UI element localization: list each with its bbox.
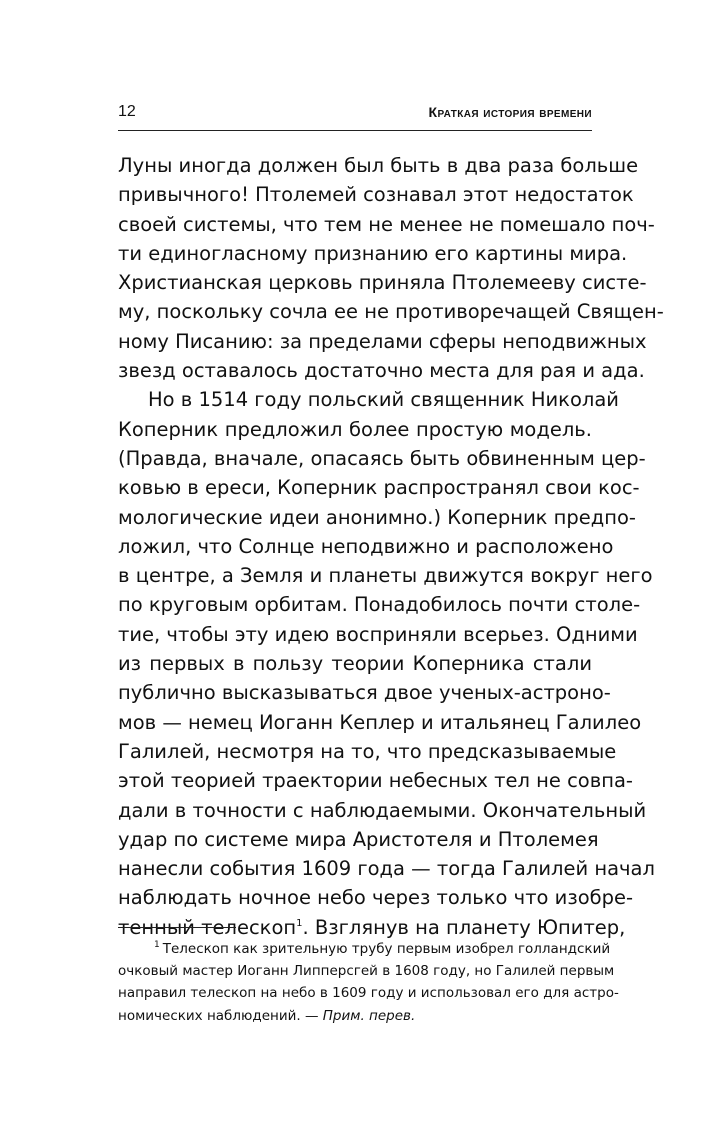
footnote-line: [118, 1005, 592, 1027]
text-line: звезд оставалось достаточно места для рая и ада.: [118, 359, 645, 383]
footnote-text: номических наблюдений. —: [118, 1007, 319, 1024]
text-line: этой теорией траектории небесных тел не совпа-: [118, 769, 633, 793]
text-line: наблюдать ночное небо через только что изобре-: [118, 886, 634, 910]
footnote-rule: [118, 927, 236, 928]
text-line: Но в 1514 году польский священник Николай: [148, 388, 619, 412]
footnote-text: Телескоп как зрительную трубу первым изобрел голландский: [162, 941, 611, 957]
text-line: Христианская церковь приняла Птолемееву систе-: [118, 271, 647, 295]
text-line: Галилей, несмотря на то, что предсказываемые: [118, 739, 617, 763]
text-line: публично высказываться двое ученых-астроно-: [118, 681, 611, 705]
text-line: дали в точности с наблюдаемыми. Окончательный: [118, 798, 647, 822]
page-header: [118, 103, 592, 127]
text-line: нанесли события 1609 года — тогда Галилей начал: [118, 857, 655, 881]
footnote-marker: 1: [154, 940, 160, 950]
text-line: ти единогласному признанию его картины мира.: [118, 241, 628, 265]
text-line: привычного! Птолемей сознавал этот недостаток: [118, 183, 634, 207]
text-line: из первых в пользу теории Коперника стали: [118, 652, 592, 676]
text-line: му, поскольку сочла ее не противоречащей Священ-: [118, 300, 664, 324]
text-line: в центре, а Земля и планеты движутся вокруг него: [118, 564, 653, 588]
text-segment: Взглянув на планету Юпитер,: [314, 915, 626, 939]
text-line-with-footnote-ref: тенный телескоп$^1$. Взглянув на планету Юпитер,: [118, 915, 626, 939]
body-text: [118, 151, 664, 942]
footnote-line: направил телескоп на небо в 1609 году и использовал его для астро-: [118, 985, 619, 1002]
text-line: ложил, что Солнце неподвижно и расположено: [118, 534, 614, 558]
text-line: (Правда, вначале, опасаясь быть обвиненным цер-: [118, 446, 646, 470]
text-line: ному Писанию: за пределами сферы неподвижных: [118, 329, 647, 353]
text-line: Луны иногда должен был быть в два раза больше: [118, 154, 639, 177]
text-line: Коперник предложил более простую модель.: [118, 417, 592, 441]
text-line: по круговым орбитам. Понадобилось почти столе-: [118, 593, 641, 617]
footnote: [118, 938, 619, 1027]
text-line: удар по системе мира Аристотеля и Птолемея: [118, 827, 599, 851]
running-title: Краткая история времени: [428, 104, 592, 120]
text-line: своей системы, что тем не менее не помешало поч-: [118, 212, 655, 236]
footnote-line: очковый мастер Иоганн Липперсгей в 1608 году, но Галилей первым: [118, 963, 615, 980]
text-line: мологические идеи анонимно.) Коперник предпо-: [118, 505, 636, 529]
translator-note: Прим. перев.: [322, 1007, 416, 1024]
text-line: тие, чтобы эту идею восприняли всерьез. Одними: [118, 622, 638, 646]
header-rule: [118, 130, 592, 131]
text-segment: тенный телескоп: [118, 915, 297, 939]
footnote-line: [118, 938, 611, 960]
text-line: мов — немец Иоганн Кеплер и итальянец Галилео: [118, 710, 642, 734]
text-line: ковью в ереси, Коперник распространял свои кос-: [118, 476, 640, 500]
page-number: 12: [118, 103, 136, 120]
footnote-reference[interactable]: 1: [296, 917, 303, 929]
